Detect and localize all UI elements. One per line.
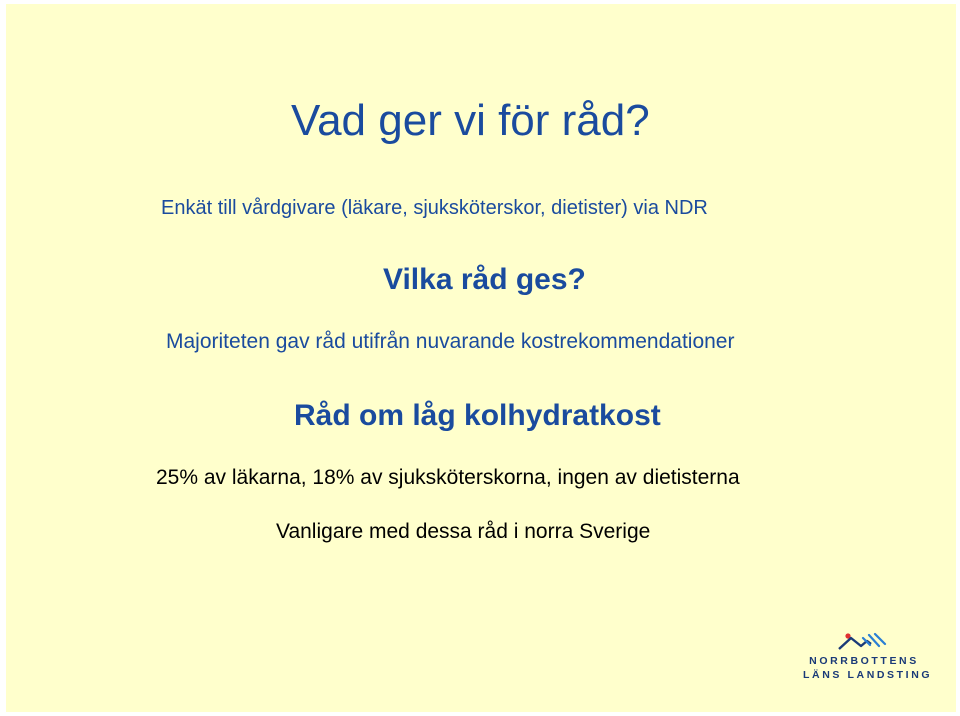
- low-carb-heading: Råd om låg kolhydratkost: [294, 399, 661, 432]
- survey-description: Enkät till vårdgivare (läkare, sjuksköterskor, dietister) via NDR: [161, 197, 708, 219]
- logo-text-line2: LÄNS LANDSTING: [803, 669, 933, 681]
- regional-note: Vanligare med dessa råd i norra Sverige: [276, 520, 651, 543]
- mountain-wave-icon: [837, 632, 891, 652]
- slide-title: Vad ger vi för råd?: [291, 96, 650, 145]
- majority-statement: Majoriteten gav råd utifrån nuvarande kostrekommendationer: [166, 330, 735, 353]
- organization-logo: [803, 632, 933, 682]
- logo-text-line1: NORRBOTTENS: [809, 655, 919, 667]
- low-carb-statistics: 25% av läkarna, 18% av sjuksköterskorna, ingen av dietisterna: [156, 466, 740, 489]
- slide-background: [6, 4, 956, 712]
- advice-heading: Vilka råd ges?: [383, 263, 586, 296]
